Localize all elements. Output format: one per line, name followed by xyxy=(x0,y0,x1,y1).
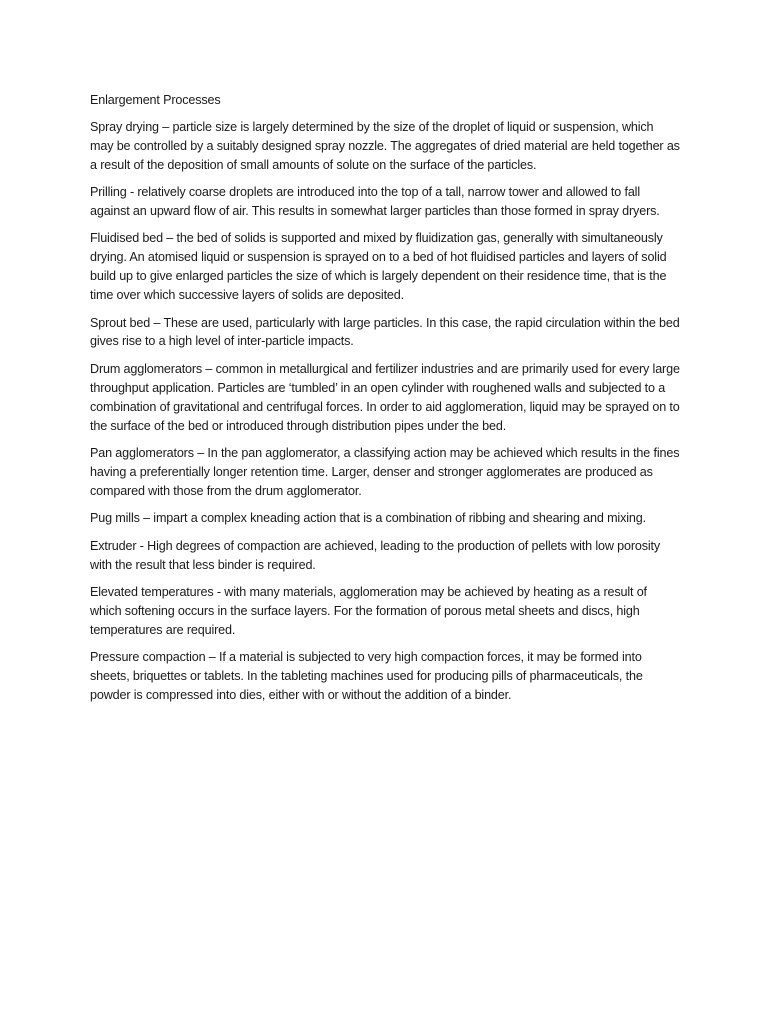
paragraph-spray-drying: Spray drying – particle size is largely determined by the size of the droplet of liquid or suspension, which may be controlled by a suitably designed spray nozzle. The aggregates of dried material are held together as a result of the deposition of small amounts of solute on the surface of the particles. xyxy=(90,119,680,172)
paragraph-sprout-bed: Sprout bed – These are used, particularly with large particles. In this case, the rapid circulation within the bed gives rise to a high level of inter-particle impacts. xyxy=(90,315,680,349)
paragraph-extruder: Extruder - High degrees of compaction are achieved, leading to the production of pellets with low porosity with the result that less binder is required. xyxy=(90,538,661,572)
paragraph-prilling: Prilling - relatively coarse droplets are introduced into the top of a tall, narrow tower and allowed to fall against an upward flow of air. This results in somewhat larger particles than those formed in spray dryers. xyxy=(90,185,660,219)
paragraph-fluidised-bed: Fluidised bed – the bed of solids is supported and mixed by fluidization gas, generally with simultaneously drying. An atomised liquid or suspension is sprayed on to a bed of hot fluidised particles and layers of solid build up to give enlarged particles the size of which is largely dependent on their residence time, that is the time over which successive layers of solids are deposited. xyxy=(90,231,667,303)
paragraph-pug-mills: Pug mills – impart a complex kneading action that is a combination of ribbing and shearing and mixing. xyxy=(90,511,646,526)
paragraph-pressure-compaction: Pressure compaction – If a material is subjected to very high compaction forces, it may be formed into sheets, briquettes or tablets. In the tableting machines used for producing pills of pharmaceuticals, the powder is compressed into dies, either with or without the addition of a binder. xyxy=(90,650,643,702)
paragraph-pan-agglomerators: Pan agglomerators – In the pan agglomerator, a classifying action may be achieved which results in the fines having a preferentially longer retention time. Larger, denser and stronger agglomerates are produced as compared with those from the drum agglomerator. xyxy=(90,446,680,498)
paragraph-elevated-temperatures: Elevated temperatures - with many materials, agglomeration may be achieved by heating as a result of which softening occurs in the surface layers. For the formation of porous metal sheets and discs, high temperatures are required. xyxy=(90,584,647,637)
document-page xyxy=(90,91,680,713)
paragraph-drum-agglomerators: Drum agglomerators – common in metallurgical and fertilizer industries and are primarily used for every large throughput application. Particles are ‘tumbled’ in an open cylinder with roughened walls and subjected to a combination of gravitational and centrifugal forces. In order to aid agglomeration, liquid may be sprayed on to the surface of the bed or introduced through distribution pipes under the bed. xyxy=(90,361,680,433)
document-heading: Enlargement Processes xyxy=(90,93,221,107)
